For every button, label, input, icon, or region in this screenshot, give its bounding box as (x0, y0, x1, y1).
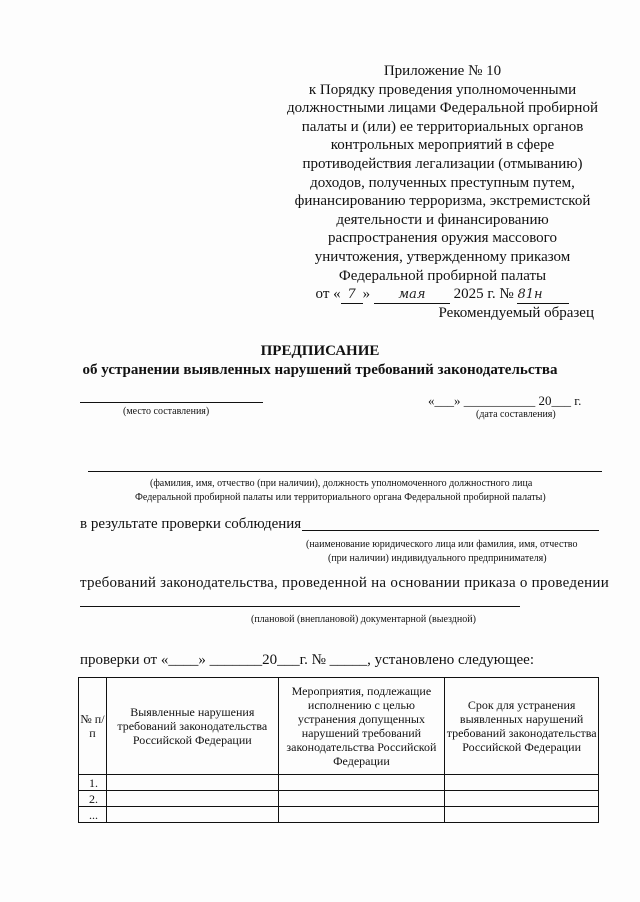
violations-table (78, 677, 599, 823)
document-subtitle: об устранении выявленных нарушений требований законодательства (82, 362, 558, 378)
table-cell[interactable] (106, 791, 278, 807)
recommended-sample-label: Рекомендуемый образец (438, 305, 594, 321)
table-cell[interactable] (278, 791, 445, 807)
handwritten-day: 7 (341, 287, 363, 304)
order-date-line (270, 285, 615, 304)
table-cell[interactable] (445, 791, 599, 807)
basis-field-line[interactable] (80, 606, 520, 607)
entity-caption-1: (наименование юридического лица или фамилия, имя, отчество (306, 539, 578, 550)
appendix-line: деятельности и финансированию (336, 211, 549, 228)
date-mid: » (362, 286, 371, 303)
table-header-deadline: Срок для устранения выявленных нарушений требований законодательства Российской Федерации (445, 678, 599, 775)
table-header-measures: Мероприятия, подлежащие исполнению с целью устранения допущенных нарушений требований законодательства Российской Федерации (278, 678, 445, 775)
document-title: ПРЕДПИСАНИЕ (260, 343, 380, 359)
table-header-row (79, 678, 599, 775)
official-field-line[interactable] (88, 471, 602, 472)
official-caption-1: (фамилия, имя, отчество (при наличии), должность уполномоченного должностного лица (150, 478, 533, 489)
handwritten-month: мая (374, 287, 450, 304)
entity-field-line[interactable] (302, 530, 599, 531)
table-cell[interactable] (445, 807, 599, 823)
appendix-line: противодействия легализации (отмыванию) (302, 155, 583, 172)
row-number: 1. (79, 775, 107, 791)
appendix-line: палаты и (или) ее территориальных органов (301, 118, 584, 135)
row-number: ... (79, 807, 107, 823)
appendix-block (270, 62, 615, 304)
table-row (79, 791, 599, 807)
table-header-number: № п/п (79, 678, 107, 775)
appendix-line: к Порядку проведения уполномоченными (308, 81, 577, 98)
place-caption: (место составления) (123, 406, 210, 417)
place-field-line[interactable] (80, 402, 263, 403)
row-number: 2. (79, 791, 107, 807)
table-header-violations: Выявленные нарушения требований законодательства Российской Федерации (106, 678, 278, 775)
appendix-line: контрольных мероприятий в сфере (330, 137, 555, 154)
table-cell[interactable] (278, 775, 445, 791)
official-caption-2: Федеральной пробирной палаты или территориального органа Федеральной пробирной палаты) (135, 492, 546, 503)
appendix-line: финансированию терроризма, экстремистской (294, 193, 591, 210)
table-cell[interactable] (106, 807, 278, 823)
appendix-number: Приложение № 10 (383, 63, 502, 79)
table-cell[interactable] (106, 775, 278, 791)
appendix-line: должностными лицами Федеральной пробирной (286, 100, 598, 117)
appendix-line: доходов, полученных преступным путем, (310, 174, 575, 191)
table-row (79, 775, 599, 791)
basis-caption: (плановой (внеплановой) документарной (выездной) (251, 614, 476, 625)
date-caption: (дата составления) (476, 409, 556, 420)
date-field[interactable]: «___» ___________ 20___ г. (428, 393, 582, 408)
inspection-text: в результате проверки соблюдения (80, 516, 302, 532)
table-row (79, 807, 599, 823)
appendix-line: Федеральной пробирной палаты (338, 267, 547, 284)
table-cell[interactable] (445, 775, 599, 791)
date-prefix: от « (315, 286, 341, 303)
basis-text: требований законодательства, проведенной на основании приказа о проведении (80, 575, 609, 591)
established-text: проверки от «____» _______20___г. № _____, установлено следующее: (80, 652, 534, 668)
entity-caption-2: (при наличии) индивидуального предпринимателя) (328, 553, 547, 564)
appendix-line: распространения оружия массового (328, 230, 557, 247)
handwritten-order-number: 81н (517, 287, 569, 304)
appendix-line: уничтожения, утвержденному приказом (314, 248, 571, 265)
order-year: 2025 г. № (453, 286, 514, 303)
table-cell[interactable] (278, 807, 445, 823)
